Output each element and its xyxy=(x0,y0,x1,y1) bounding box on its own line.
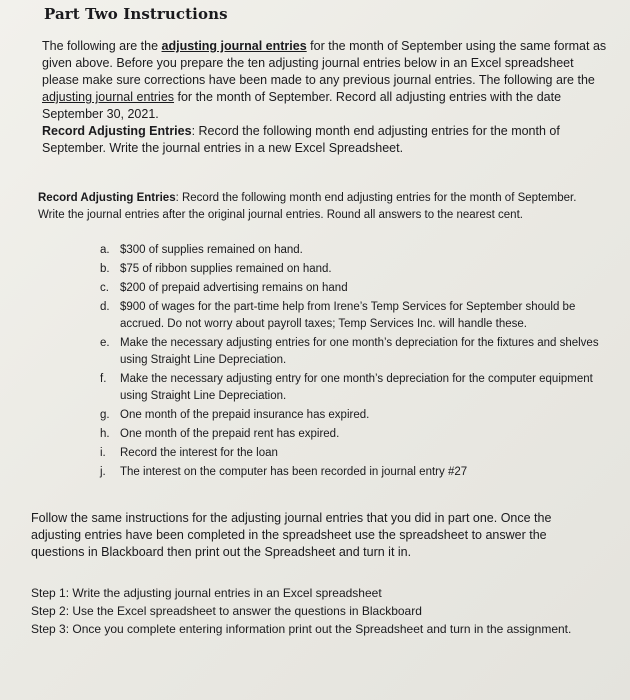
intro-text-b: for the month of September using the same format as given above. Before you prepare the ten adjusting journal entries below in an Excel spreadsheet please make sure corrections have been made to any previous journal entries. The following are the xyxy=(42,39,607,87)
step-1: Step 1: Write the adjusting journal entries in an Excel spreadsheet xyxy=(31,586,382,600)
step-3: Step 3: Once you complete entering information print out the Spreadsheet and turn in the assignment. xyxy=(31,622,572,636)
steps-section xyxy=(31,584,591,638)
list-item-marker: h. xyxy=(100,428,110,440)
intro-emphasis-2: adjusting journal entries xyxy=(42,90,175,104)
list-item-marker: f. xyxy=(100,373,107,385)
list-item-text: Make the necessary adjusting entry for one month’s depreciation for the computer equipment using Straight Line Depreciation. xyxy=(120,373,593,402)
record-paragraph xyxy=(38,190,603,224)
list-item-marker: j. xyxy=(100,466,106,478)
list-item xyxy=(96,426,601,443)
intro-section xyxy=(42,38,607,157)
list-item-marker: d. xyxy=(100,301,110,313)
page-title: Part Two Instructions xyxy=(44,5,228,23)
list-item-text: Make the necessary adjusting entries for one month’s depreciation for the fixtures and shelves using Straight Line Depreciation. xyxy=(120,337,599,366)
intro-text-c: for the month of September. Record all adjusting entries with the date September 30, 2021. xyxy=(42,90,562,121)
follow-section xyxy=(31,510,601,561)
intro-emphasis-1: adjusting journal entries xyxy=(161,39,307,53)
intro-text-a: The following are the xyxy=(42,39,162,53)
list-item xyxy=(96,371,601,405)
adjusting-entries-list xyxy=(96,242,601,483)
list-item xyxy=(96,335,601,369)
list-item-text: One month of the prepaid rent has expired. xyxy=(120,428,340,440)
record-text: : Record the following month end adjusting entries for the month of September. Write the journal entries after the original journal entries. Round all answers to the nearest cent. xyxy=(38,192,577,221)
list-item xyxy=(96,464,601,481)
intro-record-heading: Record Adjusting Entries xyxy=(42,124,192,138)
list-item xyxy=(96,261,601,278)
list-item-text: $75 of ribbon supplies remained on hand. xyxy=(120,263,332,275)
intro-record-paragraph xyxy=(42,123,607,157)
list-item xyxy=(96,445,601,462)
record-heading: Record Adjusting Entries xyxy=(38,192,176,204)
list-item-marker: c. xyxy=(100,282,109,294)
list-item xyxy=(96,299,601,333)
list-item-text: $300 of supplies remained on hand. xyxy=(120,244,303,256)
list-item-marker: b. xyxy=(100,263,110,275)
list-item-text: Record the interest for the loan xyxy=(120,447,278,459)
list-item-marker: a. xyxy=(100,244,110,256)
list-item-text: The interest on the computer has been recorded in journal entry #27 xyxy=(120,466,468,478)
list-item xyxy=(96,242,601,259)
list-item-marker: g. xyxy=(100,409,110,421)
intro-record-text: : Record the following month end adjusting entries for the month of September. Write the journal entries in a new Excel Spreadsheet. xyxy=(42,124,560,155)
list-item-text: One month of the prepaid insurance has expired. xyxy=(120,409,370,421)
list-item xyxy=(96,407,601,424)
list-item-marker: e. xyxy=(100,337,110,349)
list-item xyxy=(96,280,601,297)
step-2: Step 2: Use the Excel spreadsheet to answer the questions in Blackboard xyxy=(31,604,422,618)
follow-paragraph: Follow the same instructions for the adjusting journal entries that you did in part one. Once the adjusting entries have been completed in the spreadsheet use the spreadsheet to answer the questions in Blackboard then print out the Spreadsheet and turn it in. xyxy=(31,511,552,559)
intro-paragraph xyxy=(42,38,607,123)
list-item-text: $900 of wages for the part-time help from Irene’s Temp Services for September should be accrued. Do not worry about payroll taxes; Temp Services Inc. will handle these. xyxy=(120,301,576,330)
list-item-marker: i. xyxy=(100,447,106,459)
list-item-text: $200 of prepaid advertising remains on hand xyxy=(120,282,348,294)
record-section xyxy=(38,190,603,224)
